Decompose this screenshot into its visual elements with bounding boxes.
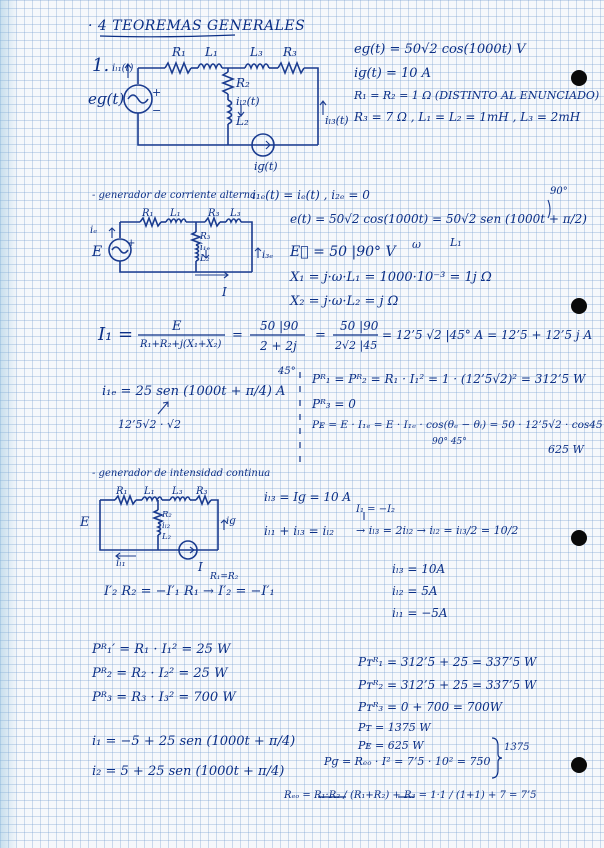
label-il2: iₗ₂(t) (236, 95, 260, 108)
label-il3: iₗ₃(t) (325, 114, 349, 127)
label-ig: iɡ(t) (254, 160, 278, 173)
label-r1: R₁ (172, 45, 186, 59)
dc-result-il1: iₗ₁ = −5A (392, 606, 448, 620)
ac-angle-note: 90° (550, 186, 568, 197)
ac-label-l1: L₁ (170, 208, 181, 219)
given-eg: eɡ(t) = 50√2 cos(1000t) V (354, 42, 526, 57)
power-r1r2: Pᴿ₁ = Pᴿ₂ = R₁ · I₁² = 1 · (12’5√2)² = 312’5 W (312, 372, 586, 386)
ac-heading: - generador de corriente alterna (92, 190, 256, 201)
ac-label-r1: R₁ (142, 208, 154, 219)
ac-e-time: e(t) = 50√2 cos(1000t) = 50√2 sen (1000t + π/2) (290, 212, 587, 226)
page-title: · 4 TEOREMAS GENERALES (88, 18, 306, 34)
ac-x1: X₁ = j·ω·L₁ = 1000·10⁻³ = 1j Ω (290, 270, 492, 285)
label-l2: L₂ (236, 114, 249, 128)
dc-label-l1: L₁ (144, 486, 155, 497)
dc-label-l2: L₂ (162, 532, 172, 542)
dc-label-i: I (198, 560, 203, 574)
given-r3-l: R₃ = 7 Ω , L₁ = L₂ = 1mH , L₃ = 2mH (354, 110, 581, 124)
ac-x2: X₂ = j·ω·L₂ = j Ω (290, 294, 399, 309)
label-eg: eɡ(t) (88, 90, 125, 108)
i1-eq2: = (315, 328, 326, 343)
problem-number: 1. (92, 55, 110, 76)
total-pr3: Pᴛᴿ₃ = 0 + 700 = 700W (358, 700, 503, 714)
ac-label-r2: R₃ (200, 232, 211, 242)
total-pt: Pᴛ = 1375 W (358, 721, 431, 734)
dc-heading: - generador de intensidad continua (92, 468, 271, 479)
i1e-deg45: 45° (278, 366, 296, 377)
power-pr2: Pᴿ₂ = R₂ · I₂² = 25 W (92, 666, 228, 681)
total-sum: 1375 (504, 742, 530, 753)
i1-frac2-num: 50 |90 (260, 319, 299, 333)
dc-eq-i1: I₁ = −I₂ (356, 504, 396, 515)
i1-result: = 12’5 √2 |45° A = 12’5 + 12’5 j A (382, 328, 593, 342)
dc-r-note: R₁=R₂ (210, 572, 239, 582)
i1e-time: i₁ₑ = 25 sen (1000t + π/4) A (102, 384, 286, 399)
dc-eq-il2: → iₗ₃ = 2iₗ₂ → iₗ₂ = iₗ₃/2 = 10/2 (356, 524, 519, 537)
dc-label-r2: R₂ (162, 510, 172, 520)
i1-frac3-num: 50 |90 (340, 319, 379, 333)
i1-frac1-num: E (172, 319, 182, 334)
ac-label-ie: iₑ (90, 225, 98, 236)
ac-label-l2: L₂ (200, 254, 210, 264)
label-il1: iₗ₁(t) (112, 63, 134, 74)
current-i1-expr: i₁ = −5 + 25 sen (1000t + π/4) (92, 734, 296, 749)
power-pr1: Pᴿ₁′ = R₁ · I₁² = 25 W (92, 642, 231, 657)
ac-phasor: E⃗ = 50 |90° V (290, 244, 396, 260)
label-l1: L₁ (205, 45, 218, 59)
label-r3: R₃ (283, 45, 297, 59)
dc-result-il3: iₗ₃ = 10A (392, 562, 446, 576)
ac-label-e: E (92, 244, 103, 260)
ac-label-plus: + (127, 238, 136, 249)
dc-label-r1: R₁ (116, 486, 128, 497)
power-e-notes: 90° 45° (432, 437, 467, 447)
ac-label-i: I (222, 285, 227, 299)
i1-frac1-den: R₁+R₂+j(X₁+X₂) (140, 339, 222, 350)
dc-eq-il3: iₗ₃ = Iɡ = 10 A (264, 490, 352, 504)
dc-eq-divider: I′₂ R₂ = −I′₁ R₁ → I′₂ = −I′₁ (104, 584, 275, 599)
given-r1r2: R₁ = R₂ = 1 Ω (DISTINTO AL ENUNCIADO) (354, 89, 600, 102)
total-pg: Pɡ = Rₑₒ · I² = 7’5 · 10² = 750 (324, 755, 491, 768)
i1-label: I₁ = (98, 324, 134, 345)
i1-frac3-den: 2√2 |45 (335, 339, 378, 352)
i1e-note: 12’5√2 · √2 (118, 418, 181, 431)
power-e: Pᴇ = E · I₁ₑ = E · I₁ₑ · cos(θₑ − θᵢ) = 50 · 12’5√2 · cos45 (312, 419, 603, 431)
i1-frac2-den: 2 + 2j (260, 339, 297, 353)
power-e-result: 625 W (548, 443, 584, 456)
dc-label-il1: iₗ₁ (116, 558, 126, 569)
label-minus: − (152, 104, 162, 117)
ac-label-i3e: i₃ₑ (262, 250, 274, 261)
ac-condition: i₁ₑ(t) = iₑ(t) , i₂ₑ = 0 (252, 188, 370, 202)
ac-label-i1e: i₁ₑ (200, 243, 210, 253)
given-ig: iɡ(t) = 10 A (354, 66, 432, 81)
ac-label-r3: R₃ (208, 208, 220, 219)
dc-label-il2: iₗ₂ (162, 521, 171, 531)
label-r2: R₂ (236, 76, 250, 90)
ac-omega-note: ω (412, 238, 421, 251)
i1-eq1: = (232, 328, 243, 343)
ac-l1-note: L₁ (450, 236, 462, 249)
total-pr2: Pᴛᴿ₂ = 312’5 + 25 = 337’5 W (358, 678, 537, 692)
dc-label-e: E (80, 515, 90, 530)
req-expr: Rₑₒ = R₁·R₂ / (R₁+R₂) + R₃ = 1·1 / (1+1) + 7 = 7’5 (284, 790, 537, 801)
ac-label-l3: L₃ (230, 208, 241, 219)
label-l3: L₃ (250, 45, 263, 59)
label-plus: + (152, 86, 162, 99)
dc-result-il2: iₗ₂ = 5A (392, 584, 438, 598)
dc-label-l3: L₃ (172, 486, 183, 497)
dc-label-r3: R₃ (196, 486, 208, 497)
power-r3: Pᴿ₃ = 0 (312, 397, 356, 411)
current-i2-expr: i₂ = 5 + 25 sen (1000t + π/4) (92, 764, 285, 779)
dc-eq-kcl: iₗ₁ + iₗ₃ = iₗ₂ (264, 524, 335, 538)
total-pe: Pᴇ = 625 W (358, 739, 424, 752)
power-pr3: Pᴿ₃ = R₃ · I₃² = 700 W (92, 690, 236, 705)
total-pr1: Pᴛᴿ₁ = 312’5 + 25 = 337’5 W (358, 655, 537, 669)
dc-label-ig: iɡ (226, 516, 236, 527)
